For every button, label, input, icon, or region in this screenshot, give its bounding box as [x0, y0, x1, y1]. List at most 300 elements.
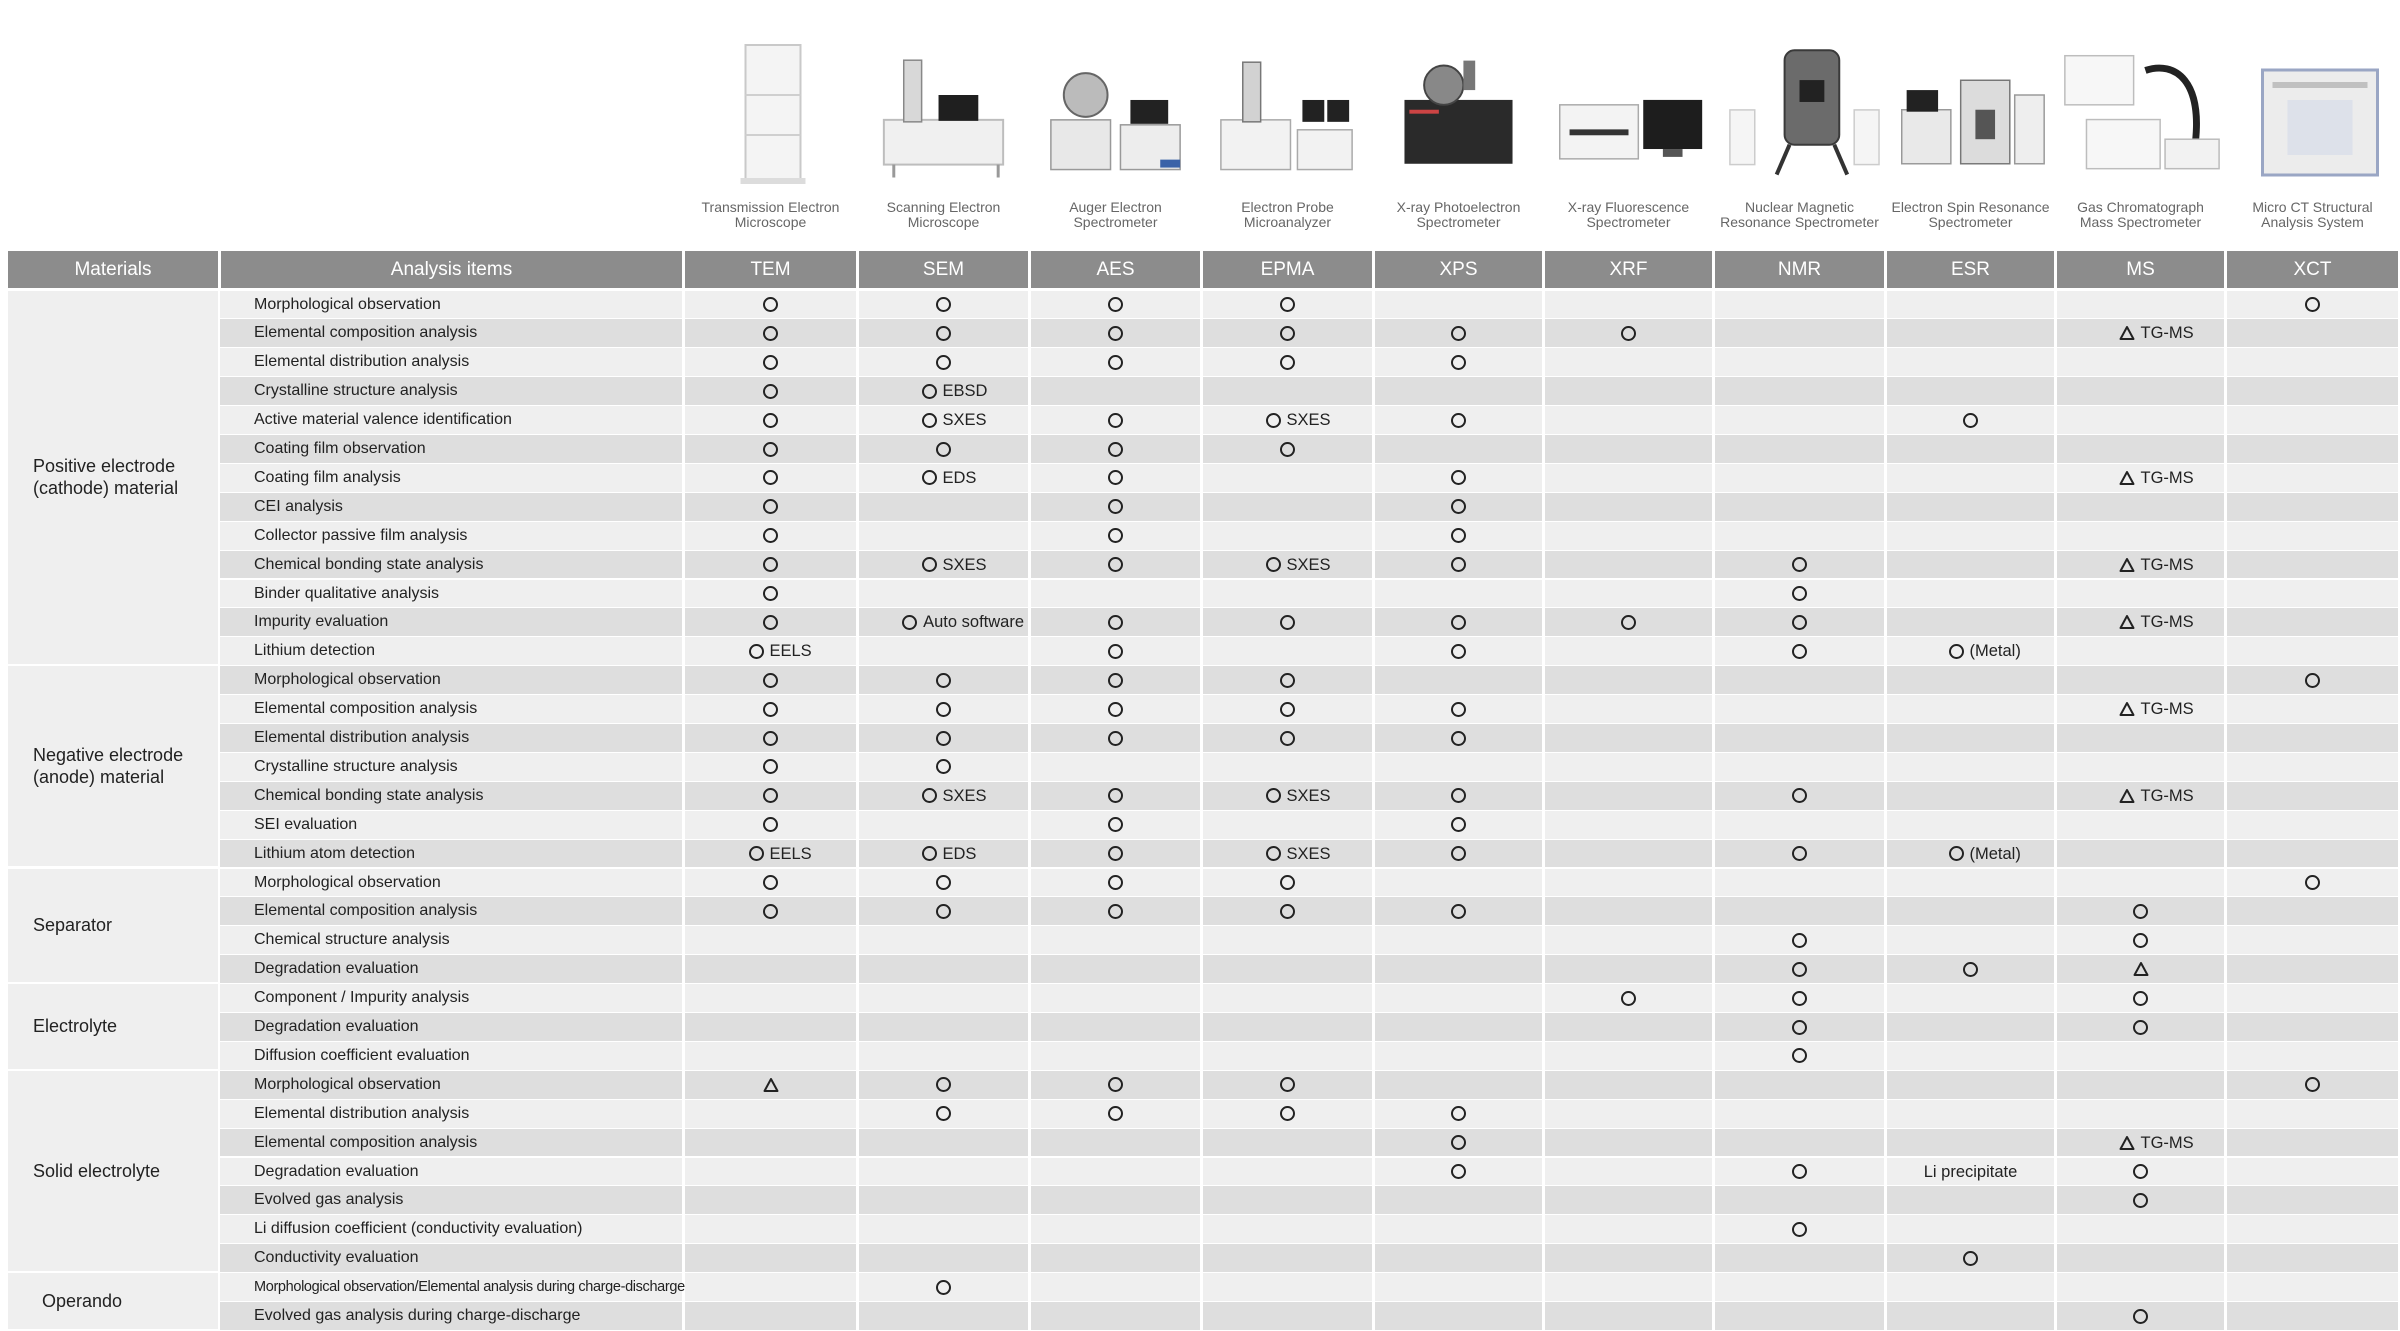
circle-mark-icon — [1266, 557, 1281, 572]
table-cell — [1712, 493, 1884, 521]
table-cell — [1712, 1273, 1884, 1301]
table-cell — [2224, 1273, 2398, 1301]
table-cell — [2224, 580, 2398, 608]
analysis-item: Impurity evaluation — [254, 613, 389, 631]
table-cell — [1712, 753, 1884, 781]
table-cell — [1542, 435, 1712, 463]
table-cell — [1542, 1302, 1712, 1330]
mark-aes — [1108, 840, 1123, 868]
mark-xps — [1451, 522, 1466, 550]
table-cell — [1884, 377, 2054, 405]
header-sem: SEM — [859, 251, 1028, 288]
mark-label: EDS — [942, 844, 977, 863]
table-cell — [2054, 840, 2224, 868]
table-row — [220, 1158, 2398, 1186]
mark-epma — [1280, 695, 1295, 723]
circle-mark-icon — [763, 731, 778, 746]
table-cell — [682, 1100, 856, 1128]
mark-sem — [922, 377, 988, 405]
table-row — [220, 1186, 2398, 1214]
table-cell — [2054, 811, 2224, 839]
table-cell — [2224, 1100, 2398, 1128]
table-cell — [1200, 1013, 1372, 1041]
circle-mark-icon — [1280, 1077, 1295, 1092]
triangle-mark-icon — [2119, 788, 2135, 804]
circle-mark-icon — [1792, 1048, 1807, 1063]
circle-mark-icon — [1280, 702, 1295, 717]
mark-ms — [2133, 897, 2148, 925]
circle-mark-icon — [1280, 904, 1295, 919]
circle-mark-icon — [1108, 731, 1123, 746]
circle-mark-icon — [1266, 846, 1281, 861]
mark-nmr — [1792, 1042, 1807, 1070]
table-cell — [856, 984, 1028, 1012]
circle-mark-icon — [936, 702, 951, 717]
circle-mark-icon — [1451, 731, 1466, 746]
table-cell — [2224, 1042, 2398, 1070]
circle-mark-icon — [763, 326, 778, 341]
table-cell — [2224, 319, 2398, 347]
table-cell — [682, 955, 856, 983]
analysis-item: Crystalline structure analysis — [254, 757, 458, 775]
mark-esr — [1924, 1158, 2018, 1186]
circle-mark-icon — [763, 470, 778, 485]
table-cell — [1884, 897, 2054, 925]
mark-esr — [1949, 840, 2021, 868]
table-cell — [1028, 1129, 1200, 1157]
analysis-item: Elemental distribution analysis — [254, 729, 470, 746]
analysis-item: Elemental distribution analysis — [254, 353, 470, 371]
table-cell — [1542, 1215, 1712, 1243]
circle-mark-icon — [2305, 1077, 2320, 1092]
mark-label: TG-MS — [2140, 468, 2194, 487]
table-cell — [1712, 348, 1884, 376]
circle-mark-icon — [1451, 499, 1466, 514]
table-cell — [856, 1215, 1028, 1243]
table-cell — [2224, 522, 2398, 550]
mark-tem — [763, 522, 778, 550]
table-cell — [1200, 1244, 1372, 1272]
triangle-mark-icon — [2119, 470, 2135, 486]
table-row — [220, 955, 2398, 983]
table-row — [220, 319, 2398, 347]
circle-mark-icon — [1108, 1077, 1123, 1092]
instrument-caption: Gas Chromatograph Mass Spectrometer — [2077, 199, 2204, 230]
table-cell — [2054, 1100, 2224, 1128]
mark-label: SXES — [942, 555, 987, 574]
table-row — [220, 1013, 2398, 1041]
circle-mark-icon — [1280, 355, 1295, 370]
mark-epma — [1266, 406, 1331, 434]
circle-mark-icon — [1108, 1106, 1123, 1121]
table-cell — [1542, 666, 1712, 694]
mark-tem — [763, 869, 778, 897]
table-cell — [1884, 811, 2054, 839]
mark-xct — [2305, 869, 2320, 897]
mark-nmr — [1792, 984, 1807, 1012]
analysis-item: Collector passive film analysis — [254, 526, 468, 544]
mark-ms — [2133, 984, 2148, 1012]
mark-nmr — [1792, 926, 1807, 954]
mark-sem — [936, 753, 951, 781]
circle-mark-icon — [936, 1106, 951, 1121]
mark-tem — [763, 319, 778, 347]
table-cell — [1372, 926, 1542, 954]
table-cell — [1884, 1013, 2054, 1041]
circle-mark-icon — [1451, 470, 1466, 485]
table-cell — [2054, 493, 2224, 521]
mark-nmr — [1792, 840, 1807, 868]
table-cell — [1542, 840, 1712, 868]
analysis-item: Lithium detection — [254, 642, 375, 660]
table-cell — [856, 580, 1028, 608]
table-cell — [1542, 1186, 1712, 1214]
circle-mark-icon — [749, 644, 764, 659]
table-cell — [682, 1302, 856, 1330]
circle-mark-icon — [1451, 355, 1466, 370]
mark-tem — [763, 551, 778, 579]
table-cell — [1884, 464, 2054, 492]
table-row — [220, 377, 2398, 405]
mark-esr — [1963, 1244, 1978, 1272]
mark-label: SXES — [942, 786, 987, 805]
table-cell — [1028, 1186, 1200, 1214]
circle-mark-icon — [763, 875, 778, 890]
mark-aes — [1108, 869, 1123, 897]
table-cell — [1372, 984, 1542, 1012]
table-cell — [856, 955, 1028, 983]
mark-label: SXES — [1286, 786, 1331, 805]
mark-ms — [2119, 319, 2194, 347]
circle-mark-icon — [936, 731, 951, 746]
table-cell — [1884, 319, 2054, 347]
table-cell — [2224, 608, 2398, 636]
header-tem: TEM — [685, 251, 856, 288]
table-cell — [2224, 811, 2398, 839]
mark-tem — [763, 377, 778, 405]
table-cell — [2224, 897, 2398, 925]
circle-mark-icon — [763, 904, 778, 919]
circle-mark-icon — [1621, 991, 1636, 1006]
circle-mark-icon — [1108, 702, 1123, 717]
table-cell — [1712, 1071, 1884, 1099]
mark-xps — [1451, 840, 1466, 868]
circle-mark-icon — [763, 817, 778, 832]
mark-xps — [1451, 493, 1466, 521]
mark-esr — [1949, 637, 2021, 665]
mark-aes — [1108, 897, 1123, 925]
circle-mark-icon — [936, 875, 951, 890]
table-row — [220, 1244, 2398, 1272]
circle-mark-icon — [749, 846, 764, 861]
table-cell — [1372, 1071, 1542, 1099]
table-row — [220, 869, 2398, 897]
mark-ms — [2119, 608, 2194, 636]
table-cell — [1712, 406, 1884, 434]
circle-mark-icon — [1451, 817, 1466, 832]
table-cell — [1542, 464, 1712, 492]
table-cell — [2224, 840, 2398, 868]
table-row — [220, 1071, 2398, 1099]
mark-tem — [763, 608, 778, 636]
mark-label: TG-MS — [2140, 700, 2194, 719]
mark-sem — [936, 869, 951, 897]
table-cell — [2224, 926, 2398, 954]
mark-ms — [2133, 1186, 2148, 1214]
header-xct: XCT — [2227, 251, 2398, 288]
circle-mark-icon — [2133, 991, 2148, 1006]
circle-mark-icon — [922, 413, 937, 428]
material-label: Positive electrode (cathode) material — [33, 456, 179, 499]
table-row — [220, 666, 2398, 694]
table-cell — [1542, 348, 1712, 376]
table-cell — [2224, 348, 2398, 376]
circle-mark-icon — [1451, 615, 1466, 630]
table-cell — [2224, 637, 2398, 665]
mark-ms — [2119, 551, 2194, 579]
circle-mark-icon — [936, 326, 951, 341]
table-cell — [1542, 1158, 1712, 1186]
table-cell — [1372, 1302, 1542, 1330]
material-label: Solid electrolyte — [33, 1160, 161, 1181]
table-cell — [1542, 1013, 1712, 1041]
table-cell — [1372, 1244, 1542, 1272]
table-cell — [1200, 522, 1372, 550]
circle-mark-icon — [1280, 673, 1295, 688]
mark-tem — [763, 580, 778, 608]
circle-mark-icon — [936, 759, 951, 774]
mark-xps — [1451, 695, 1466, 723]
mark-epma — [1266, 551, 1331, 579]
instrument-caption: X-ray Photoelectron Spectrometer — [1396, 199, 1521, 230]
table-cell — [1542, 753, 1712, 781]
mark-label: SXES — [942, 411, 987, 430]
table-row — [220, 435, 2398, 463]
analysis-item: Morphological observation — [254, 1075, 441, 1093]
table-cell — [1712, 869, 1884, 897]
mark-sem — [936, 724, 951, 752]
mark-aes — [1108, 551, 1123, 579]
table-cell — [1028, 1215, 1200, 1243]
table-cell — [1542, 493, 1712, 521]
circle-mark-icon — [1621, 615, 1636, 630]
circle-mark-icon — [2133, 1020, 2148, 1035]
circle-mark-icon — [1280, 1106, 1295, 1121]
table-cell — [2224, 377, 2398, 405]
table-cell — [1884, 926, 2054, 954]
circle-mark-icon — [1451, 788, 1466, 803]
mark-sem — [936, 695, 951, 723]
material-label: Negative electrode (anode) material — [33, 745, 184, 788]
circle-mark-icon — [922, 788, 937, 803]
table-cell — [1200, 955, 1372, 983]
triangle-mark-icon — [2133, 961, 2149, 977]
mark-label: Auto software — [923, 613, 1024, 632]
table-cell — [1200, 1186, 1372, 1214]
analysis-item: Active material valence identification — [254, 411, 512, 429]
table-cell — [2054, 753, 2224, 781]
table-row — [220, 464, 2398, 492]
table-row — [220, 811, 2398, 839]
header-esr: ESR — [1887, 251, 2054, 288]
material-2 — [8, 869, 218, 983]
analysis-item: Elemental composition analysis — [254, 902, 478, 920]
mark-epma — [1280, 319, 1295, 347]
mark-aes — [1108, 1100, 1123, 1128]
analysis-item: Morphological observation/Elemental analysis during charge-discharge — [254, 1279, 685, 1296]
circle-mark-icon — [763, 384, 778, 399]
table-cell — [2054, 724, 2224, 752]
mark-sem — [922, 464, 977, 492]
circle-mark-icon — [1963, 413, 1978, 428]
triangle-mark-icon — [2119, 614, 2135, 630]
table-cell — [1712, 291, 1884, 319]
header-nmr: NMR — [1715, 251, 1884, 288]
mark-epma — [1280, 869, 1295, 897]
mark-aes — [1108, 435, 1123, 463]
mark-xct — [2305, 1071, 2320, 1099]
triangle-mark-icon — [2119, 325, 2135, 341]
table-row — [220, 1042, 2398, 1070]
table-cell — [1712, 377, 1884, 405]
table-cell — [1712, 1129, 1884, 1157]
mark-ms — [2133, 926, 2148, 954]
analysis-item: Morphological observation — [254, 873, 441, 891]
table-cell — [2054, 522, 2224, 550]
table-cell — [1028, 1244, 1200, 1272]
table-cell — [1884, 1186, 2054, 1214]
table-row — [220, 522, 2398, 550]
table-cell — [1372, 1013, 1542, 1041]
table-cell — [1712, 319, 1884, 347]
circle-mark-icon — [1792, 644, 1807, 659]
table-cell — [1200, 464, 1372, 492]
table-cell — [1542, 522, 1712, 550]
triangle-mark-icon — [2119, 701, 2135, 717]
table-cell — [1542, 724, 1712, 752]
circle-mark-icon — [1108, 326, 1123, 341]
mark-sem — [936, 435, 951, 463]
circle-mark-icon — [2133, 904, 2148, 919]
mark-tem — [763, 435, 778, 463]
table-cell — [1884, 695, 2054, 723]
circle-mark-icon — [1280, 442, 1295, 457]
table-cell — [2224, 724, 2398, 752]
table-cell — [2054, 1244, 2224, 1272]
mark-label: SXES — [1286, 844, 1331, 863]
table-cell — [1884, 753, 2054, 781]
table-cell — [1712, 1302, 1884, 1330]
circle-mark-icon — [1792, 933, 1807, 948]
table-cell — [1200, 753, 1372, 781]
table-cell — [1712, 1100, 1884, 1128]
analysis-item: Degradation evaluation — [254, 1162, 419, 1180]
circle-mark-icon — [1451, 1106, 1466, 1121]
material-4 — [8, 1071, 218, 1271]
table-cell — [2224, 984, 2398, 1012]
table-cell — [1028, 753, 1200, 781]
mark-sem — [922, 551, 987, 579]
circle-mark-icon — [1108, 817, 1123, 832]
table-cell — [1542, 869, 1712, 897]
mark-nmr — [1792, 1158, 1807, 1186]
circle-mark-icon — [1451, 557, 1466, 572]
table-row — [220, 897, 2398, 925]
table-row — [220, 291, 2398, 319]
table-cell — [2054, 869, 2224, 897]
table-cell — [1884, 580, 2054, 608]
instrument-caption: Electron Probe Microanalyzer — [1241, 199, 1334, 230]
mark-xps — [1451, 1158, 1466, 1186]
mark-sem — [922, 840, 977, 868]
table-cell — [2224, 695, 2398, 723]
table-cell — [1200, 984, 1372, 1012]
material-3 — [8, 984, 218, 1069]
mark-label: TG-MS — [2140, 555, 2194, 574]
mark-label: Li precipitate — [1923, 1162, 2018, 1181]
mark-xrf — [1621, 984, 1636, 1012]
table-cell — [682, 1042, 856, 1070]
mark-epma — [1266, 840, 1331, 868]
table-cell — [1372, 435, 1542, 463]
table-cell — [2224, 493, 2398, 521]
mark-aes — [1108, 695, 1123, 723]
analysis-item: Chemical structure analysis — [254, 931, 450, 949]
table-cell — [1372, 580, 1542, 608]
circle-mark-icon — [1108, 297, 1123, 312]
table-cell — [856, 493, 1028, 521]
table-cell — [1542, 1042, 1712, 1070]
circle-mark-icon — [1451, 702, 1466, 717]
mark-aes — [1108, 608, 1123, 636]
table-cell — [1542, 291, 1712, 319]
mark-ms — [2119, 695, 2194, 723]
table-cell — [1884, 435, 2054, 463]
circle-mark-icon — [936, 442, 951, 457]
table-cell — [1542, 1244, 1712, 1272]
circle-mark-icon — [1451, 1135, 1466, 1150]
circle-mark-icon — [1621, 326, 1636, 341]
table-cell — [1028, 1273, 1200, 1301]
table-row — [220, 493, 2398, 521]
circle-mark-icon — [1108, 846, 1123, 861]
mark-aes — [1108, 291, 1123, 319]
circle-mark-icon — [1108, 673, 1123, 688]
circle-mark-icon — [1451, 644, 1466, 659]
table-cell — [1542, 1100, 1712, 1128]
circle-mark-icon — [763, 442, 778, 457]
circle-mark-icon — [763, 702, 778, 717]
circle-mark-icon — [1949, 644, 1964, 659]
table-cell — [2224, 551, 2398, 579]
mark-ms — [2119, 464, 2194, 492]
table-cell — [1712, 522, 1884, 550]
table-row — [220, 637, 2398, 665]
analysis-item: Crystalline structure analysis — [254, 382, 458, 400]
circle-mark-icon — [1451, 326, 1466, 341]
table-cell — [2224, 435, 2398, 463]
table-cell — [1028, 377, 1200, 405]
table-cell — [1200, 1302, 1372, 1330]
circle-mark-icon — [1108, 788, 1123, 803]
circle-mark-icon — [1108, 470, 1123, 485]
table-cell — [2054, 291, 2224, 319]
header-xrf: XRF — [1545, 251, 1712, 288]
table-cell — [1028, 1158, 1200, 1186]
circle-mark-icon — [1792, 557, 1807, 572]
mark-aes — [1108, 406, 1123, 434]
table-cell — [2224, 1186, 2398, 1214]
